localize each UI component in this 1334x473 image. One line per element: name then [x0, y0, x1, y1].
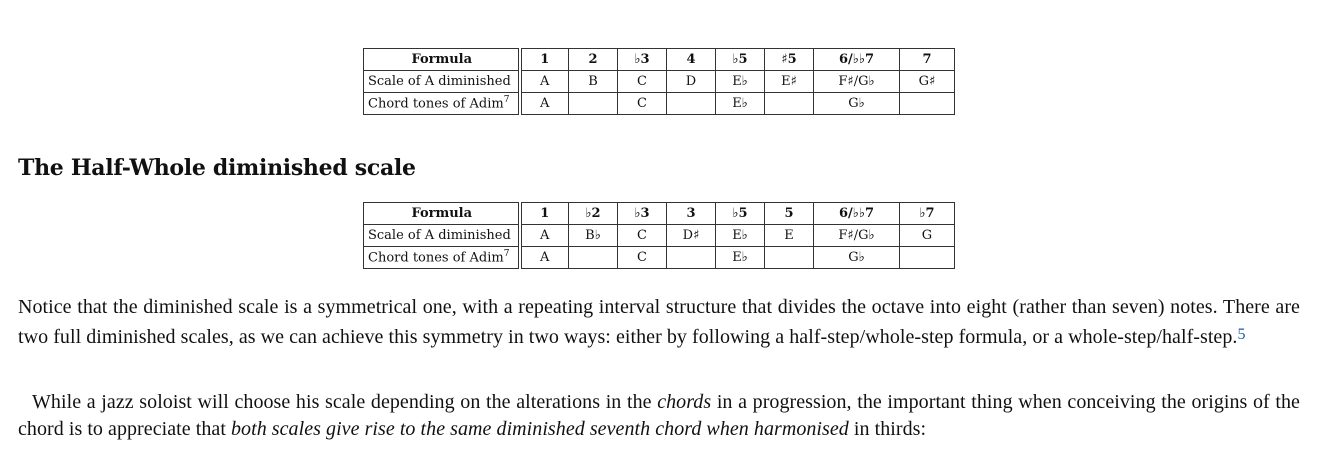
footnote-link[interactable]: 5	[1237, 326, 1246, 343]
note-cell: D♯	[667, 225, 716, 247]
row-label: Scale of A diminished	[368, 228, 511, 243]
header-cell: ♭3	[618, 49, 667, 71]
header-cell: 7	[900, 49, 955, 71]
header-cell: ♭2	[569, 203, 618, 225]
paragraph-symmetry	[18, 294, 1300, 351]
note-cell: E♯	[765, 71, 814, 93]
note-cell: F♯/G♭	[814, 71, 900, 93]
table1-body	[364, 49, 955, 115]
header-cell: 6/♭♭7	[814, 203, 900, 225]
paragraph-chords	[18, 389, 1300, 443]
header-cell: 1	[520, 49, 569, 71]
note-cell	[569, 93, 618, 115]
header-label-cell: Formula	[364, 203, 520, 225]
note-cell	[569, 247, 618, 269]
section-heading: The Half-Whole diminished scale	[18, 155, 416, 181]
table-row	[364, 93, 955, 115]
note-cell: C	[618, 71, 667, 93]
header-cell: 2	[569, 49, 618, 71]
table-row	[364, 71, 955, 93]
header-cell: ♯5	[765, 49, 814, 71]
row-label: Chord tones of Adim	[368, 250, 504, 266]
paragraph2-italic-both-scales: both scales give rise to the same diminished seventh chord when harmonised	[230, 418, 849, 440]
header-cell: 3	[667, 203, 716, 225]
header-cell: ♭5	[716, 49, 765, 71]
table2-body	[364, 203, 955, 269]
note-cell	[667, 93, 716, 115]
note-cell: A	[520, 71, 569, 93]
note-cell: C	[618, 225, 667, 247]
note-cell: E	[765, 225, 814, 247]
header-cell: ♭3	[618, 203, 667, 225]
note-cell: A	[520, 247, 569, 269]
row-label: Chord tones of Adim	[368, 96, 504, 112]
row-label-cell	[364, 71, 520, 93]
header-cell: 4	[667, 49, 716, 71]
note-cell: G	[900, 225, 955, 247]
note-cell: B	[569, 71, 618, 93]
table-row	[364, 247, 955, 269]
note-cell: A	[520, 93, 569, 115]
table-half-step-diminished-1	[363, 48, 955, 115]
note-cell	[667, 247, 716, 269]
table-header-row	[364, 49, 955, 71]
note-cell: E♭	[716, 225, 765, 247]
note-cell: B♭	[569, 225, 618, 247]
note-cell	[765, 93, 814, 115]
note-cell: D	[667, 71, 716, 93]
table-half-whole-diminished	[363, 202, 955, 269]
header-cell: ♭5	[716, 203, 765, 225]
note-cell: G♭	[814, 247, 900, 269]
header-label-cell: Formula	[364, 49, 520, 71]
header-cell: 5	[765, 203, 814, 225]
note-cell: G♭	[814, 93, 900, 115]
note-cell: C	[618, 247, 667, 269]
row-label-superscript: 7	[503, 95, 510, 106]
header-cell: 6/♭♭7	[814, 49, 900, 71]
paragraph2-part2: in a progression, the important thing when conceiving the origins of the chord is to appreciate that	[18, 391, 1300, 440]
row-label-cell	[364, 225, 520, 247]
note-cell	[900, 93, 955, 115]
paragraph2-part3: in thirds:	[848, 418, 927, 440]
paragraph2-part1: While a jazz soloist will choose his scale depending on the alterations in the	[32, 391, 658, 413]
table-header-row	[364, 203, 955, 225]
note-cell: G♯	[900, 71, 955, 93]
note-cell: F♯/G♭	[814, 225, 900, 247]
note-cell: E♭	[716, 247, 765, 269]
row-label-superscript: 7	[503, 249, 510, 260]
note-cell: E♭	[716, 71, 765, 93]
note-cell	[900, 247, 955, 269]
note-cell: C	[618, 93, 667, 115]
row-label-cell	[364, 247, 520, 269]
note-cell: E♭	[716, 93, 765, 115]
header-cell: 1	[520, 203, 569, 225]
row-label-cell	[364, 93, 520, 115]
row-label: Scale of A diminished	[368, 74, 511, 89]
table-row	[364, 225, 955, 247]
paragraph2-italic-chords: chords	[657, 391, 712, 413]
note-cell: A	[520, 225, 569, 247]
paragraph1-text: Notice that the diminished scale is a symmetrical one, with a repeating interval structure that divides the octave into eight (rather than seven) notes. There are two full diminished scales, as we can achieve this symmetry in two ways: either by following a half-step/whole-step formula, or a whole-step/half-step.	[18, 296, 1300, 348]
header-cell: ♭7	[900, 203, 955, 225]
note-cell	[765, 247, 814, 269]
